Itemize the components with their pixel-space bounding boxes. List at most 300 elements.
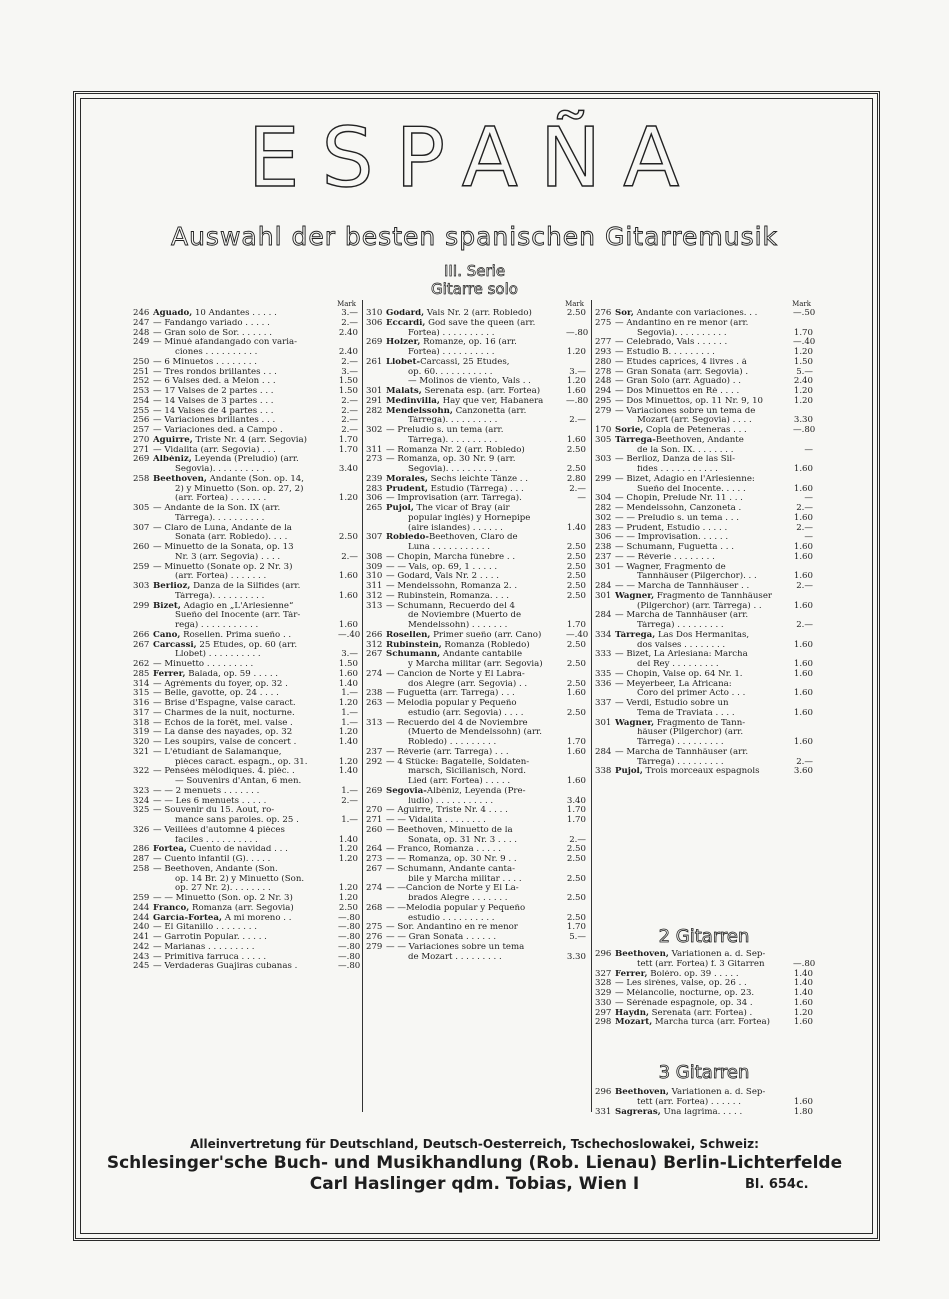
- entry-title: — Beethoven, Andante (Son.: [153, 864, 278, 874]
- entry-price: —.80: [338, 912, 361, 923]
- entry-price: 1.—: [341, 815, 358, 825]
- entry-price: 1.60: [566, 776, 586, 786]
- entry-price: —.80: [566, 395, 589, 406]
- entry-title: — Wagner, Fragmento de: [615, 562, 726, 572]
- entry-number: 238: [595, 542, 612, 552]
- entry-title: — Bizet, Adagio en l'Arlesienne:: [615, 474, 755, 484]
- catalog-entry: [595, 416, 813, 426]
- entry-title: — Romanza Nr. 2 (arr. Robledo): [386, 445, 525, 455]
- catalog-entry: [133, 728, 358, 738]
- entry-title: Beethoven, Variationen a. d. Sep-: [615, 950, 766, 959]
- entry-number: 296: [595, 1087, 612, 1097]
- entry-title: (aire islandes) . . . . . .: [408, 523, 503, 533]
- entry-number: 249: [133, 337, 150, 348]
- entry-title: Pujol, The vicar of Bray (air: [386, 504, 510, 513]
- entry-price: 1.40: [338, 737, 358, 747]
- catalog-entry: [133, 416, 358, 426]
- entry-price: —.80: [338, 961, 361, 972]
- entry-title: Tannhäuser (Pilgerchor). . .: [637, 572, 757, 582]
- catalog-entry: [595, 425, 816, 436]
- catalog-entry: [366, 738, 586, 748]
- catalog-entry: [595, 337, 816, 348]
- entry-number: 247: [133, 317, 150, 328]
- catalog-section-3-guitars: [595, 1088, 813, 1117]
- entry-price: 2.50: [566, 551, 586, 562]
- entry-price: 2.50: [338, 532, 358, 543]
- entry-number: 329: [595, 988, 612, 998]
- catalog-entry: [366, 319, 586, 329]
- catalog-entry: [366, 894, 586, 904]
- entry-title: — Échos de la forêt, mel. valse .: [153, 718, 293, 728]
- entry-number: 303: [133, 581, 150, 591]
- entry-price: 2.—: [796, 581, 813, 591]
- entry-title: — — Variaciones sobre un tema: [386, 942, 525, 952]
- entry-title: — —Cancion de Norte y El La-: [386, 884, 519, 894]
- entry-number: 170: [595, 425, 612, 435]
- entry-price: 2.50: [566, 678, 586, 689]
- entry-price: —.80: [793, 425, 816, 435]
- catalog-entry: [133, 582, 358, 592]
- catalog-entry: [133, 621, 358, 631]
- entry-number: 310: [366, 308, 383, 318]
- catalog-entry: [133, 455, 358, 465]
- entry-number: 253: [133, 386, 150, 396]
- entry-price: 2.50: [566, 707, 586, 718]
- entry-price: 1.60: [793, 1017, 813, 1028]
- entry-number: 317: [133, 707, 150, 718]
- entry-price: —: [804, 532, 813, 543]
- entry-number: 262: [133, 659, 150, 669]
- entry-title: Tárrega, Las Dos Hermanitas,: [615, 630, 750, 640]
- catalog-entry: [366, 514, 586, 524]
- catalog-entry: [366, 455, 586, 465]
- entry-title: — Sérénade espagnole, op. 34 .: [615, 998, 753, 1008]
- entry-price: 1.40: [338, 678, 358, 689]
- entry-title: Franco, Romanza (arr. Segovia): [153, 903, 294, 913]
- catalog-entry: [366, 407, 586, 417]
- entry-title: Eccardi, God save the queen (arr.: [386, 318, 536, 328]
- entry-title: Mendelssohn) . . . . . . .: [408, 621, 508, 630]
- entry-number: 319: [133, 727, 150, 738]
- entry-price: 1.20: [338, 893, 358, 903]
- entry-title: Tárrega). . . . . . . . . .: [175, 513, 265, 523]
- entry-number: 270: [366, 805, 383, 816]
- entry-price: 2.50: [566, 639, 586, 650]
- entry-price: 2.—: [569, 415, 586, 426]
- catalog-entry: [366, 368, 586, 378]
- entry-title: — Recuerdo del 4 de Noviembre: [386, 718, 528, 728]
- catalog-entry: [595, 979, 813, 989]
- entry-title: Tema de Traviata . . . .: [637, 708, 735, 718]
- entry-number: 301: [595, 717, 612, 728]
- catalog-entry: [133, 904, 358, 914]
- catalog-entry: [366, 327, 589, 339]
- entry-number: 328: [595, 978, 612, 989]
- entry-price: —: [804, 493, 813, 504]
- entry-title: — Mendelssohn, Canzoneta .: [615, 504, 742, 513]
- catalog-entry: [366, 309, 586, 319]
- entry-number: 325: [133, 805, 150, 816]
- entry-price: 2.50: [566, 542, 586, 552]
- entry-title: — Minuetto . . . . . . . . .: [153, 660, 254, 669]
- footer-vienna: Carl Haslinger qdm. Tobias, Wien I: [309, 1174, 640, 1194]
- catalog-entry: [366, 650, 586, 660]
- catalog-entry: [595, 650, 813, 660]
- entry-price: —.80: [338, 932, 361, 942]
- entry-title: — Melodia popular y Pequeño: [386, 699, 517, 708]
- entry-price: 1.60: [338, 590, 358, 601]
- entry-price: 1.60: [793, 639, 813, 650]
- entry-title: (arr. Fortea) . . . . . . .: [175, 572, 267, 582]
- entry-title: — Verdi, Estudio sobre un: [615, 699, 729, 708]
- entry-title: Tárrega). . . . . . . . . .: [408, 435, 498, 445]
- entry-price: 1.70: [338, 444, 358, 455]
- entry-number: 268: [366, 902, 383, 913]
- entry-number: 315: [133, 688, 150, 699]
- entry-title: — Molinos de viento, Vals . .: [408, 377, 531, 387]
- entry-number: 313: [366, 717, 383, 728]
- entry-title: — Agréments du foyer, op. 32 .: [153, 679, 288, 689]
- entry-title: — Schumann, Recuerdo del 4: [386, 601, 515, 611]
- catalog-entry: [133, 592, 358, 602]
- catalog-entry: [133, 514, 358, 524]
- entry-price: —: [577, 493, 586, 504]
- catalog-entry: [366, 777, 586, 787]
- entry-price: 2.50: [566, 912, 586, 923]
- entry-price: 1.60: [793, 551, 813, 562]
- entry-title: Sonata, op. 31 Nr. 3 . . . .: [408, 835, 518, 845]
- entry-title: ludio) . . . . . . . . . . .: [408, 796, 494, 806]
- entry-price: 1.70: [793, 327, 813, 338]
- catalog-entry: [366, 504, 586, 514]
- catalog-entry: [595, 455, 813, 465]
- entry-price: 1.—: [341, 717, 358, 728]
- entry-price: 1.70: [338, 434, 358, 445]
- entry-number: 238: [366, 688, 383, 699]
- entry-title: tett (arr. Fortea) . . . . . .: [637, 1097, 741, 1107]
- entry-title: — — Vidalita . . . . . . . .: [386, 816, 486, 825]
- catalog-entry: [595, 514, 813, 524]
- entry-number: 279: [366, 941, 383, 952]
- catalog-entry: [133, 680, 358, 690]
- entry-title: Sagreras, Una lagrima. . . . .: [615, 1107, 743, 1117]
- entry-title: pièces caract. espagn., op. 31.: [175, 757, 308, 767]
- catalog-entry: [366, 719, 586, 729]
- entry-number: 279: [595, 405, 612, 416]
- entry-title: — Celebrado, Vals . . . . . .: [615, 338, 728, 348]
- catalog-entry: [366, 533, 586, 543]
- entry-title: — Bizet, La Arlesiana: Marcha: [615, 650, 748, 660]
- catalog-entry: [133, 387, 358, 397]
- catalog-entry: [366, 582, 586, 592]
- entry-number: 311: [366, 444, 383, 455]
- entry-title: faciles . . . . . . . . . .: [175, 835, 258, 845]
- catalog-entry: [133, 650, 358, 660]
- catalog-entry: [366, 826, 586, 836]
- catalog-entry: [366, 728, 586, 738]
- entry-title: — Tres rondos brillantes . . .: [153, 367, 277, 377]
- catalog-entry: [133, 426, 358, 436]
- entry-number: 251: [133, 366, 150, 377]
- catalog-entry: [133, 855, 358, 865]
- entry-price: 2.50: [566, 854, 586, 864]
- catalog-entry: [595, 602, 813, 612]
- entry-number: 306: [366, 493, 383, 504]
- entry-title: mance sans paroles. op. 25 .: [175, 816, 299, 825]
- entry-title: Luna . . . . . . . . . . .: [408, 543, 490, 552]
- entry-title: Sueño del Inocente (arr. Tár-: [175, 611, 301, 621]
- entry-price: 1.40: [793, 968, 813, 979]
- entry-price: 1.60: [793, 997, 813, 1008]
- entry-title: — — Romanza, op. 30 Nr. 9 . .: [386, 855, 517, 864]
- entry-title: — Charmes de la nuit, nocturne.: [153, 708, 295, 718]
- entry-number: 302: [366, 425, 383, 435]
- entry-title: Pujol, Trois morceaux espagnols: [615, 767, 760, 777]
- entry-number: 244: [133, 902, 150, 913]
- entry-title: — —Melodia popular y Pequeño: [386, 903, 526, 913]
- entry-title: Fortea, Cuento de navidad . . .: [153, 845, 288, 855]
- entry-price: 2.50: [338, 902, 358, 913]
- catalog-entry: [595, 1009, 813, 1019]
- catalog-entry: [133, 699, 358, 709]
- entry-price: 2.—: [796, 756, 813, 767]
- catalog-entry: [133, 524, 358, 534]
- catalog-entry: [133, 338, 358, 348]
- entry-title: Llobet) . . . . . . . . . .: [175, 650, 261, 660]
- entry-title: — Schumann, Fuguetta . . .: [615, 543, 734, 552]
- entry-title: — Andantino en re menor (arr.: [615, 318, 749, 328]
- catalog-entry: [133, 845, 358, 855]
- catalog-entry: [133, 951, 361, 963]
- entry-price: —.40: [338, 629, 361, 640]
- entry-title: — Veillées d'automne 4 pièces: [153, 825, 285, 835]
- entry-title: — Variaciones sobre un tema de: [615, 406, 756, 416]
- entry-number: 269: [366, 337, 383, 348]
- entry-title: Aguirre, Triste Nr. 4 (arr. Segovia): [153, 435, 308, 445]
- entry-title: Lied (arr. Fortea) . . . . .: [408, 777, 511, 786]
- entry-title: — El Gitanillo . . . . . . . .: [153, 923, 257, 933]
- catalog-entry: [595, 767, 813, 777]
- entry-price: 1.40: [566, 522, 586, 533]
- entry-price: 1.80: [793, 1106, 813, 1117]
- entry-price: 1.40: [793, 978, 813, 989]
- entry-price: 2.—: [796, 503, 813, 513]
- catalog-entry: [595, 989, 813, 999]
- entry-price: 2.—: [341, 317, 358, 328]
- entry-price: 2.40: [338, 327, 358, 338]
- entry-number: 337: [595, 698, 612, 708]
- entry-title: (arr. Fortea) . . . . . . .: [175, 494, 267, 504]
- catalog-entry: [133, 797, 358, 807]
- entry-title: Schumann, Andante cantabile: [386, 650, 523, 660]
- catalog-entry: [366, 904, 586, 914]
- entry-number: 307: [366, 532, 383, 543]
- entry-title: op. 14 Br. 2) y Minuetto (Son.: [175, 874, 305, 884]
- entry-number: 322: [133, 766, 150, 777]
- entry-price: 2.50: [566, 893, 586, 903]
- catalog-entry: [595, 504, 813, 514]
- catalog-entry: [133, 865, 358, 875]
- entry-number: 242: [133, 941, 150, 952]
- entry-number: 292: [366, 756, 383, 767]
- entry-title: Aguado, 10 Andantes . . . . .: [153, 309, 277, 318]
- catalog-entry: [366, 387, 586, 397]
- catalog-entry: [366, 641, 586, 651]
- entry-price: 2.40: [338, 347, 358, 357]
- entry-price: 2.—: [796, 620, 813, 630]
- catalog-entry: [133, 348, 358, 358]
- series-label: III. Serie: [443, 262, 506, 280]
- catalog-entry: [595, 494, 813, 504]
- entry-number: 326: [133, 824, 150, 835]
- entry-number: 271: [366, 815, 383, 825]
- entry-price: 2.—: [341, 425, 358, 435]
- entry-title: Ferrer, Boléro. op. 39 . . . . .: [615, 969, 739, 979]
- entry-number: 270: [133, 434, 150, 445]
- entry-price: 2.50: [566, 659, 586, 669]
- entry-number: 276: [366, 932, 383, 942]
- catalog-entry: [133, 787, 358, 797]
- entry-title: — — Marcha de Tannhäuser . .: [615, 582, 750, 591]
- entry-price: 5.—: [796, 366, 813, 377]
- entry-number: 241: [133, 932, 150, 942]
- catalog-column-2: [366, 300, 589, 962]
- catalog-section-2-guitars: [595, 949, 816, 1028]
- entry-price: 3.—: [341, 366, 358, 377]
- entry-price: 3.—: [341, 308, 358, 318]
- catalog-entry: [366, 475, 586, 485]
- entry-price: 1.20: [793, 386, 813, 396]
- entry-title: — Marcha de Tannhäuser (arr.: [615, 747, 749, 757]
- entry-price: 2.50: [566, 581, 586, 591]
- entry-title: — Improvisation (arr. Tárrega).: [386, 494, 522, 504]
- catalog-entry: [133, 407, 358, 417]
- entry-title: — — Les 6 menuets . . . . .: [153, 796, 267, 806]
- catalog-entry: [595, 543, 813, 553]
- catalog-entry: [595, 319, 813, 329]
- catalog-entry: [133, 941, 361, 953]
- entry-title: — Romanza, op. 30 Nr. 9 (arr.: [386, 455, 516, 465]
- entry-title: Beethoven, Variationen a. d. Sep-: [615, 1088, 766, 1097]
- catalog-entry: [366, 436, 586, 446]
- catalog-entry: [595, 738, 813, 748]
- entry-price: 2.—: [341, 405, 358, 416]
- entry-number: 293: [595, 347, 612, 357]
- entry-price: 2.—: [341, 795, 358, 806]
- catalog-entry: [366, 865, 586, 875]
- entry-number: 256: [133, 415, 150, 426]
- catalog-entry: [366, 660, 586, 670]
- catalog-entry: [366, 338, 586, 348]
- entry-title: Tárrega) . . . . . . . . .: [637, 621, 724, 630]
- catalog-entry: [133, 543, 358, 553]
- entry-title: Prudent, Estudio (Tárrega) . . .: [386, 484, 524, 494]
- entry-title: Wagner, Fragmento de Tannhäuser: [615, 591, 773, 601]
- entry-title: — Marianas . . . . . . . . .: [153, 942, 255, 952]
- entry-title: Segovia). . . . . . . . . .: [637, 328, 727, 338]
- entry-number: 267: [366, 863, 383, 874]
- catalog-entry: [366, 494, 586, 504]
- entry-price: —: [804, 444, 813, 455]
- catalog-column-3: [595, 300, 816, 777]
- entry-number: 278: [595, 366, 612, 377]
- catalog-entry: [366, 914, 586, 924]
- entry-number: 283: [595, 522, 612, 533]
- entry-price: 3.40: [566, 795, 586, 806]
- entry-title: Tárrega). . . . . . . . . .: [175, 591, 265, 601]
- catalog-entry: [133, 670, 358, 680]
- entry-number: 313: [366, 600, 383, 611]
- entry-number: 244: [133, 912, 150, 923]
- entry-title: — 17 Valses de 2 partes . . .: [153, 387, 274, 396]
- entry-price: —.40: [793, 337, 816, 348]
- entry-title: rega) . . . . . . . . . . .: [175, 621, 259, 630]
- entry-number: 266: [133, 629, 150, 640]
- entry-title: — Les soupirs, valse de concert .: [153, 738, 297, 747]
- entry-title: — 14 Valses de 4 partes . . .: [153, 406, 274, 416]
- catalog-entry: [133, 767, 358, 777]
- entry-number: 240: [133, 922, 150, 933]
- catalog-entry: [366, 446, 586, 456]
- entry-number: 284: [595, 581, 612, 591]
- entry-price: 1.20: [338, 756, 358, 767]
- catalog-entry: [366, 836, 586, 846]
- entry-number: 269: [366, 785, 383, 796]
- catalog-entry: [366, 348, 586, 358]
- entry-price: 1.20: [793, 347, 813, 357]
- entry-number: 267: [366, 649, 383, 660]
- catalog-entry: [595, 465, 813, 475]
- section-title-3-guitars: 3 Gitarren: [658, 1062, 750, 1083]
- entry-number: 257: [133, 425, 150, 435]
- entry-price: 1.60: [566, 688, 586, 699]
- entry-title: Berlioz, Danza de la Silfides (arr.: [153, 582, 301, 591]
- entry-price: 2.50: [566, 561, 586, 572]
- entry-price: 2.50: [566, 873, 586, 884]
- entry-number: 265: [366, 503, 383, 513]
- catalog-entry: [595, 699, 813, 709]
- entry-number: 255: [133, 405, 150, 416]
- catalog-entry: [595, 563, 813, 573]
- entry-number: 338: [595, 766, 612, 777]
- catalog-entry: [595, 1088, 813, 1098]
- entry-title: Tárrega-Beethoven, Andante: [615, 435, 744, 445]
- entry-title: Medinvilla, Hay que ver, Habanera: [386, 396, 544, 406]
- catalog-entry: [366, 933, 586, 943]
- entry-title: estudio . . . . . . . . . .: [408, 913, 495, 923]
- entry-price: 1.70: [566, 805, 586, 816]
- entry-title: Albéniz, Leyenda (Preludio) (arr.: [153, 455, 299, 465]
- entry-title: — Mélancolie, nocturne, op. 23.: [615, 989, 755, 998]
- entry-number: 267: [133, 639, 150, 650]
- entry-price: 1.50: [793, 356, 813, 367]
- entry-title: — Godard, Vals Nr. 2 . . . .: [386, 572, 499, 582]
- entry-price: 1.40: [338, 834, 358, 845]
- entry-title: Rosellen, Primer sueño (arr. Cano): [386, 630, 542, 640]
- entry-title: (Muerto de Mendelssohn) (arr.: [408, 728, 542, 738]
- entry-price: 1.70: [566, 815, 586, 825]
- entry-price: —.50: [793, 308, 816, 318]
- entry-price: 1.60: [338, 620, 358, 630]
- catalog-entry: [595, 407, 813, 417]
- entry-price: 1.60: [566, 386, 586, 396]
- catalog-entry: [133, 641, 358, 651]
- catalog-entry: [366, 709, 586, 719]
- catalog-entry: [133, 485, 358, 495]
- catalog-entry: [133, 806, 358, 816]
- catalog-entry: [366, 563, 586, 573]
- entry-number: 307: [133, 522, 150, 533]
